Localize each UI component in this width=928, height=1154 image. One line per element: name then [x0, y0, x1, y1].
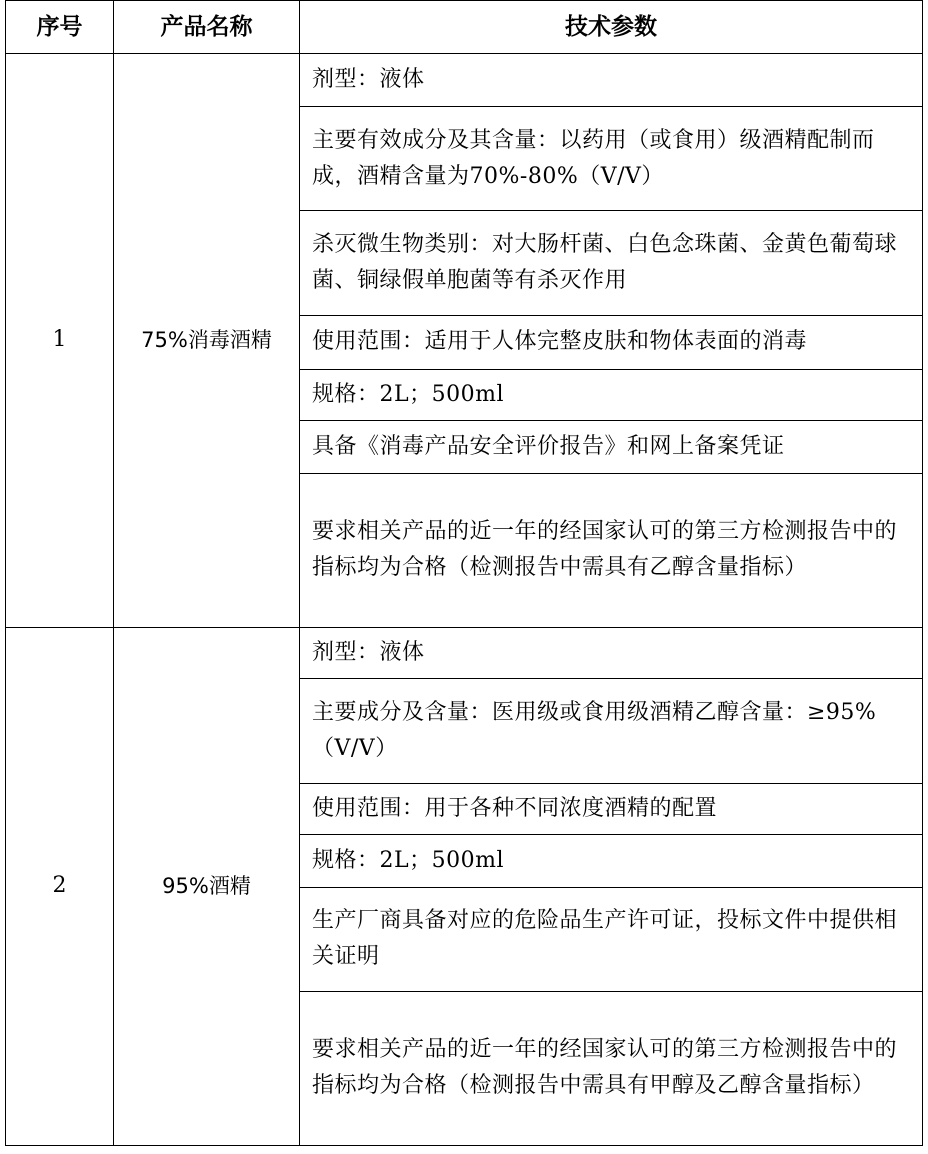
- spec-item: 生产厂商具备对应的危险品生产许可证，投标文件中提供相关证明: [300, 887, 923, 991]
- header-row: [6, 1, 923, 54]
- product-name: 95%酒精: [114, 627, 300, 1145]
- spec-item: 主要成分及含量：医用级或食用级酒精乙醇含量：≥95%（V/V）: [300, 679, 923, 784]
- product-number: 2: [6, 627, 114, 1145]
- table-row: [6, 54, 923, 107]
- spec-item: 使用范围：适用于人体完整皮肤和物体表面的消毒: [300, 316, 923, 369]
- spec-item: 杀灭微生物类别：对大肠杆菌、白色念珠菌、金黄色葡萄球菌、铜绿假单胞菌等有杀灭作用: [300, 211, 923, 316]
- header-no: 序号: [6, 1, 114, 54]
- spec-item: 剂型：液体: [300, 54, 923, 107]
- spec-item: 规格：2L；500ml: [300, 369, 923, 420]
- spec-item: 具备《消毒产品安全评价报告》和网上备案凭证: [300, 421, 923, 473]
- spec-item: 规格：2L；500ml: [300, 835, 923, 887]
- product-number: 1: [6, 54, 114, 628]
- table-row: [6, 627, 923, 678]
- technical-spec-table: [5, 0, 923, 1146]
- header-technical-params: 技术参数: [300, 1, 923, 54]
- header-product-name: 产品名称: [114, 1, 300, 54]
- spec-item: 使用范围：用于各种不同浓度酒精的配置: [300, 784, 923, 835]
- spec-item: 剂型：液体: [300, 627, 923, 678]
- spec-item: 要求相关产品的近一年的经国家认可的第三方检测报告中的指标均为合格（检测报告中需具有乙醇含量指标）: [300, 473, 923, 627]
- product-name: 75%消毒酒精: [114, 54, 300, 628]
- spec-item: 主要有效成分及其含量：以药用（或食用）级酒精配制而成，酒精含量为70%-80%（V/V）: [300, 107, 923, 211]
- spec-item: 要求相关产品的近一年的经国家认可的第三方检测报告中的指标均为合格（检测报告中需具有甲醇及乙醇含量指标）: [300, 991, 923, 1145]
